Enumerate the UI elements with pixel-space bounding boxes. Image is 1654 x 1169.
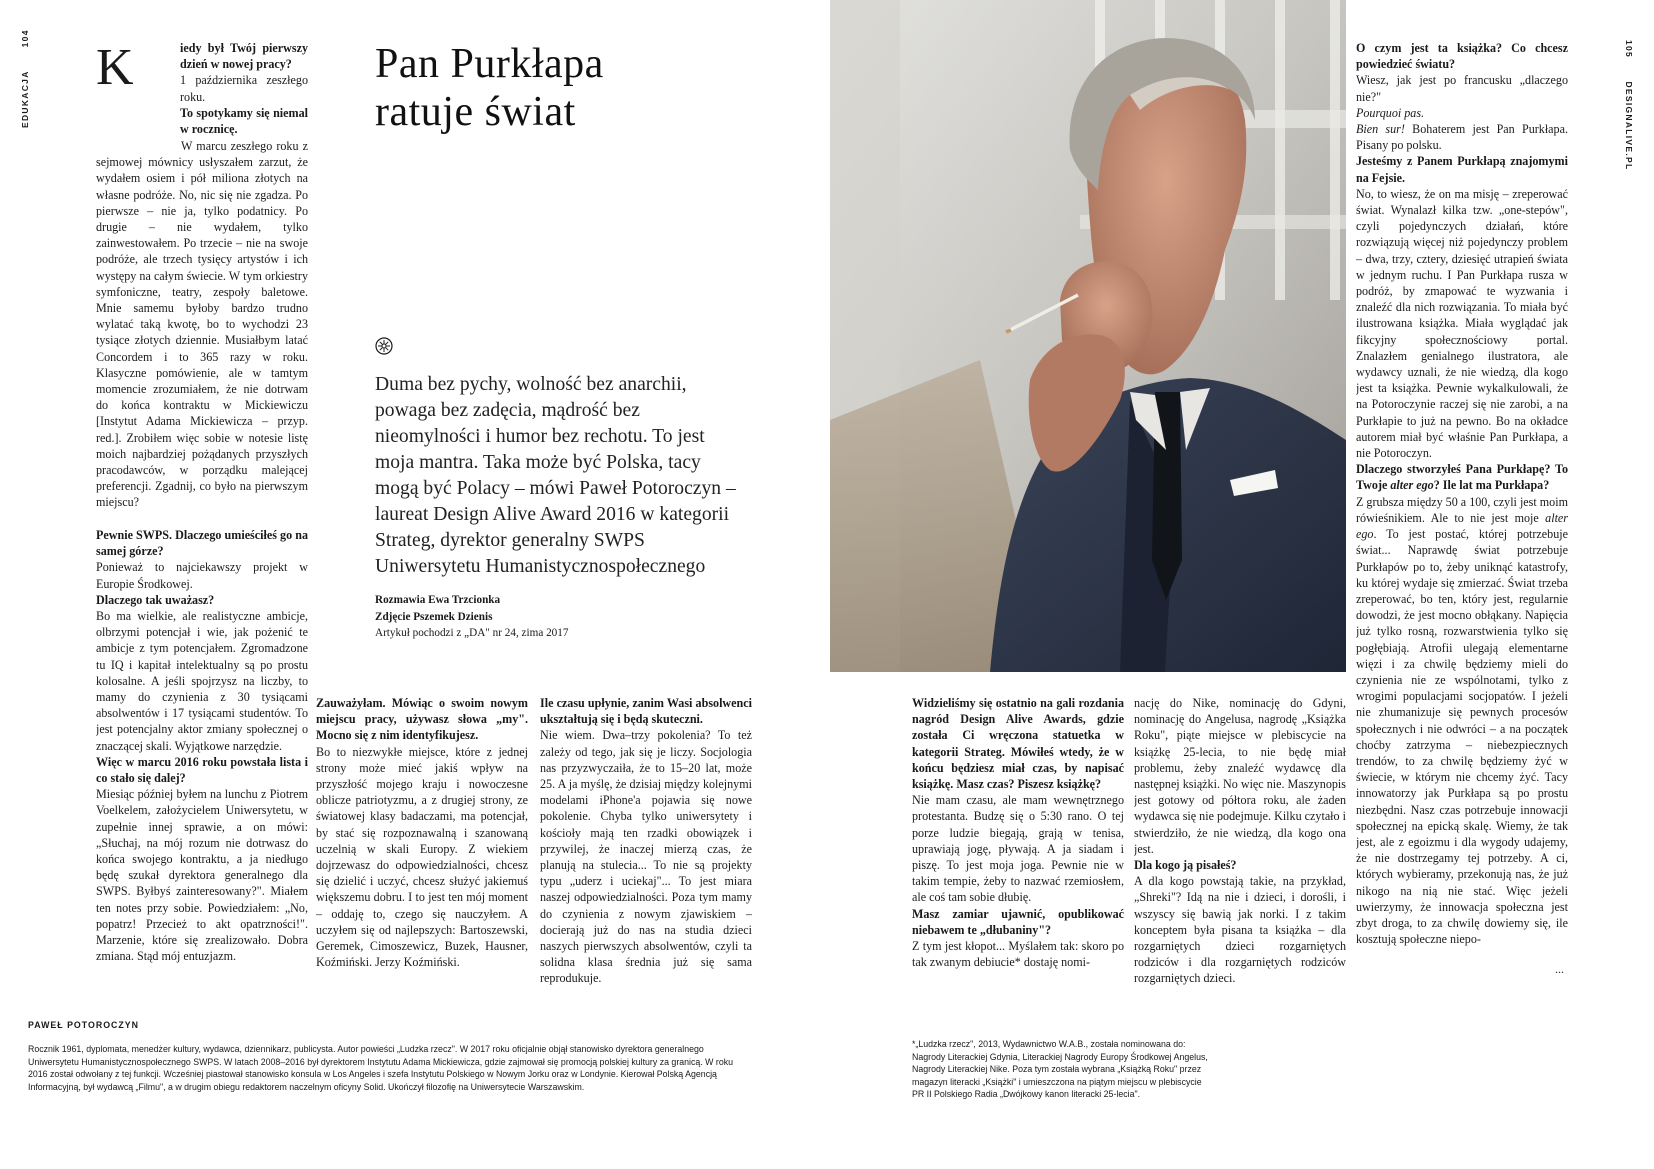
question: Jesteśmy z Panem Purkłapą znajomymi na Fejsie. [1356,154,1568,185]
bio-box [28,1019,748,1093]
credit-source: Artykuł pochodzi z „DA" nr 24, zima 2017 [375,627,569,639]
credit-interview: Rozmawia Ewa Trzcionka [375,594,501,606]
question: Zauważyłam. Mówiąc o swoim nowym miejscu pracy, używasz słowa „my". Mocno się z nim identyfikujesz. [316,696,528,743]
answer: nację do Nike, nominację do Gdyni, nominację do Angelusa, nagrodę „Książka Roku", piąte miejsce w plebiscycie na książkę 25-lecia, to nie będę miał problemu, żeby znaleźć wydawcę dla następnej książki. No więc nie. Maszynopis jest gotowy od półtora roku, ale żaden wydawca się nie podejmuje. Kilku czytało i stwierdziło, że nie wiedzą, dla kogo ona jest. [1134,696,1346,856]
bio-name: PAWEŁ POTOROCZYN [28,1020,139,1030]
answer: Nie mam czasu, ale mam wewnętrznego protestanta. Budzę się o 5:30 rano. O tej porze ludzie biegają, grają w tenisa, uprawiają jogę, pływają. A ja siadam i piszę. To jest moja joga. Pewnie nie w takim tempie, żeby to nazwać rzemiosłem, ale coś tam sobie dłubię. [912,793,1124,905]
answer: Bo ma wielkie, ale realistyczne ambicje, olbrzymi potencjał i wie, jak pożenić te ambicje z tym potencjałem. Zgromadzone tu IQ i kapitał intelektualny są po prostu kolosalne. A jeśli spojrzysz na liczby, to mamy do czynienia z 30 tysiącami absolwentów i 17 tysiącami studentów. To jest potencjalny aktor zmiany społecznej o znaczącej skali. Wyjątkowe narzędzie. [96,609,308,753]
answer: Z tym jest kłopot... Myślałem tak: skoro po tak zwanym debiucie* dostaję nomi- [912,939,1124,970]
column-1-answer [96,138,308,511]
column-2 [316,695,528,970]
question: Więc w marcu 2016 roku powstała lista i co stało się dalej? [96,754,308,786]
question: To spotykamy się niemal w rocznicę. [180,105,308,137]
question: Widzieliśmy się ostatnio na gali rozdania nagród Design Alive Awards, gdzie została Ci wręczona statuetka w kategorii Strateg. Mówiłeś wtedy, że w końcu będziesz miał czas, by napisać książkę. Masz czas? Piszesz książkę? [912,696,1124,792]
question: Masz zamiar ujawnić, opublikować niebawem te „dłubaniny"? [912,906,1124,937]
column-5 [1134,695,1346,987]
title-line-1: Pan Purkłapa [375,41,604,87]
answer: Miesiąc później byłem na lunchu z Piotrem Voelkelem, założycielem Uniwersytetu, w zupełnie innej sprawie, a on mówi: „Słuchaj, na mój rozum nie dotrwasz do końca swojego kontraktu, a ja niedługo będę szukał dyrektora generalnego dla SWPS. Byłbyś zainteresowany?". Miałem ten notes przy sobie. Powiedziałem: „No, popatrz! Przecież to akt opatrzności!". Marzenie, które się zrealizowało. Dobra zmiana. Stąd mój entuzjazm. [96,787,308,964]
column-4 [912,695,1124,970]
running-head-left [20,29,30,128]
answer: A dla kogo powstają takie, na przykład, „Shreki"? Idą na nie i dzieci, i dorośli, i wszyscy się bawią jak norki. I z takim konceptem była pisana ta książka – dla rozgarniętych dzieci rozgarniętych rodziców i dla rozgarniętych rodziców rozgarniętych dzieci. [1134,874,1346,986]
question: iedy był Twój pierwszy dzień w nowej pracy? [180,41,308,72]
question: Pewnie SWPS. Dlaczego umieściłeś go na samej górze? [96,528,308,559]
question: O czym jest ta książka? Co chcesz powiedzieć światu? [1356,41,1568,72]
portrait-photo [830,0,1346,672]
answer: Bien sur! Bohaterem jest Pan Purkłapa. Pisany po polsku. [1356,122,1568,153]
credits [375,592,568,642]
footnote: *„Ludzka rzecz", 2013, Wydawnictwo W.A.B., została nominowana do: Nagrody Literackiej Gdynia, Literackiej Nagrody Europy Środkowej Angelus, Nagrody Literackiej Nike. Poza tym została wybrana „Książką Roku" przez magazyn literacki „Książki" i umieszczona na piątym miejscu w plebiscycie PR II Polskiego Radia „Dwójkowy kanon literacki 25-lecia". [912,1039,1208,1099]
page-number-right: 105 [1624,40,1634,59]
running-head-right [1624,40,1634,170]
article-lead: Duma bez pychy, wolność bez anarchii, powaga bez zadęcia, mądrość bez nieomylności i humor bez rechotu. To jest moja mantra. Taka może być Polska, tacy mogą być Polacy – mówi Paweł Potoroczyn – laureat Design Alive Award 2016 w kategorii Strateg, dyrektor generalny SWPS Uniwersytetu Humanistycznospołecznego [375,374,736,577]
question: Ile czasu upłynie, zanim Wasi absolwenci ukształtują się i będą skuteczni. [540,696,752,727]
question: Dla kogo ją pisałeś? [1134,858,1237,873]
answer-italic: Pourquoi pas. [1356,105,1425,120]
section-label: EDUKACJA [20,70,30,128]
page-number-left: 104 [20,29,30,48]
answer: Z grubsza między 50 a 100, czyli jest moim rówieśnikiem. Ale to nie jest moje alter ego. To jest postać, której potrzebuje świat... Naprawdę świat potrzebuje Purkłapów po to, żeby uniknąć katastrofy, ku której wydaje się zmierzać. Świat trzeba zreperować, bo ten, który jest, regularnie dowodzi, że jest mocno obłąkany. Napięcia już tylko rosną, rozwarstwienia tylko się pogłębiają. Atrofii ulegają elementarne więzi i za chwilę będziemy mieli do czynienia nie ze wspólnotami, tylko z wrogimi populacjami socjopatów. I jeżeli nie zhumanizuje się pewnych procesów społecznych i nie odwróci – a na początek choćby zatrzyma – niebezpiecznych trendów, to za chwilę będziemy żyć w świecie, w którym nie chcemy żyć. Tacy innowatorzy jak Purkłapa są po prostu niezbędni. Nasz czas potrzebuje innowacji społecznej na epicką skalę. Wiemy, że tak jest, ale z egoizmu i dla wygody udajemy, że nie dostrzegamy tej potrzeby. A ci, których wybieramy, przekonują nas, że już nikogo na nią nie stać. Więc jeżeli uwierzymy, że innowacja społeczna jest zbyt droga, to za chwilę dowiemy się, ile kosztują społeczne niepo- [1356,494,1568,947]
answer: 1 października zeszłego roku. [180,73,308,104]
flower-ornament-icon [375,337,393,355]
question: Dlaczego tak uważasz? [96,592,215,607]
article-title [375,40,604,136]
answer: W marcu zeszłego roku z sejmowej mównicy usłyszałem zarzut, że wydałem osiem i pół miliona złotych na własne podróże. No, nic się nie zgadza. Po pierwsze – nie ja, tylko podatnicy. Po drugie – nie wydałem, tylko zainwestowałem. Po trzecie – nie na swoje podróże, ale trzech tysięcy artystów i ich występy na całym świecie. W tym orkiestry symfoniczne, teatry, zespoły baletowe. Mnie samemu byłoby bardzo trudno wylatać taką kwotę, bo to wychodzi 23 tysiące złotych dziennie. Musiałbym latać Concordem i to 365 razy w roku. Klasyczne pomówienie, ale w tamtym momencie zrozumiałem, że nie dotrwam do końca kontraktu w Mickiewiczu [Instytut Adama Mickiewicza – przyp. red.]. Zrobiłem więc sobie w notesie listę moich najbardziej pożądanych przyszłych pracodawców, w porządku malejącej preferencji. Zgadnij, co było na pierwszym miejscu? [96,139,308,510]
answer: Nie wiem. Dwa–trzy pokolenia? To też zależy od tego, jak się je liczy. Socjologia nas przyzwyczaiła, że to 15–20 lat, może 25. A ja myślę, że dzisiaj między kolejnymi modelami iPhone'a pojawia się nowe pokolenie. Chyba tylko uniwersytety i kościoły mają ten rzadki obowiązek i przywilej, że inaczej mierzą czas, że planują na stulecia... To nie są projekty typu „uderz i uciekaj"... To jest miara naszej odpowiedzialności. Poza tym mamy do czynienia z nowym zjawiskiem – docierają już do nas na studia dzieci naszych pierwszych absolwentów, czyli ta solidna klasa średnia już się sama reprodukuje. [540,728,752,986]
drop-cap: K [96,39,134,96]
title-line-2: ratuje świat [375,89,576,135]
bio-text: Rocznik 1961, dyplomata, menedżer kultury, wydawca, dziennikarz, publicysta. Autor powieści „Ludzka rzecz". W 2017 roku oficjalnie objął stanowisko dyrektora generalnego Uniwersytetu Humanistycznospołecznego SWPS. W latach 2008–2016 był dyrektorem Instytutu Adama Mickiewicza, gdzie zajmował się promocją polskiej kultury za granicą. W roku 2016 został odwołany z tej funkcji. Wcześniej piastował stanowisko konsula w Los Angeles i szefa Instytutu Polskiego w Nowym Jorku oraz w Londynie. Kierował Polską Agencją Informacyjną, był wydawcą „Filmu", a w drugim obiegu redaktorem naczelnym oficyny Solid. Ukończył filozofię na Uniwersytecie Warszawskim. [28,1044,734,1092]
question: Dlaczego stworzyłeś Pana Purkłapę? To Twoje alter ego? Ile lat ma Purkłapa? [1356,462,1568,493]
continued-mark: ... [1555,962,1564,976]
column-1-top [180,40,308,137]
answer: Wiesz, jak jest po francusku „dlaczego nie?" [1356,73,1568,104]
answer: Ponieważ to najciekawszy projekt w Europie Środkowej. [96,560,308,591]
answer-italic: Bien sur! [1356,122,1405,137]
column-6 [1356,40,1568,978]
column-3 [540,695,752,987]
site-label: DESIGNALIVE.PL [1624,81,1634,171]
credit-photo: Zdjęcie Pszemek Dzienis [375,610,493,623]
answer: No, to wiesz, że on ma misję – zreperować świat. Wynalazł kilka tzw. „one-stepów", czyli pojedynczych działań, które rozwiązują więcej niż pojedynczy problem – dwa, trzy, cztery, dziesięć utrapień świata w jednym ruchu. I Pan Purkłapa rusza w podróż, by zmapować te wyzwania i znaleźć dla nich rozwiązania. To miała być ilustrowana książka. Miała wyglądać jak fikcyjny społecznościowy portal. Znalazłem genialnego ilustratora, ale wydawcy uznali, że nie wiedzą, dla kogo jest ta książka. Pewnie wykalkulowali, że na Potoroczynie raczej się nie zarobi, a na Purkłapie to już na pewno. Bo na okładce autorem miał być właśnie Pan Purkłapa, a nie Potoroczyn. [1356,186,1568,461]
column-1-bottom [96,527,308,964]
answer: Bo to niezwykłe miejsce, które z jednej strony może mieć jakiś wpływ na przyszłość mojego kraju i nowoczesne oblicze patriotyzmu, a z drugiej strony, ze światowej klasy badaczami, ma potencjał, by stać się rozpoznawalną i szanowaną uczelnią w skali Europy. Z wiekiem dojrzewasz do odpowiedzialności, chcesz się dzielić i uczyć, chcesz służyć jakiemuś większemu dobru. I to jest ten mój moment – oddaję to, czego się nauczyłem. A uczyłem się od najlepszych: Bartoszewski, Geremek, Cimoszewicz, Buzek, Hausner, Koźmiński. Jerzy Koźmiński. [316,744,528,970]
